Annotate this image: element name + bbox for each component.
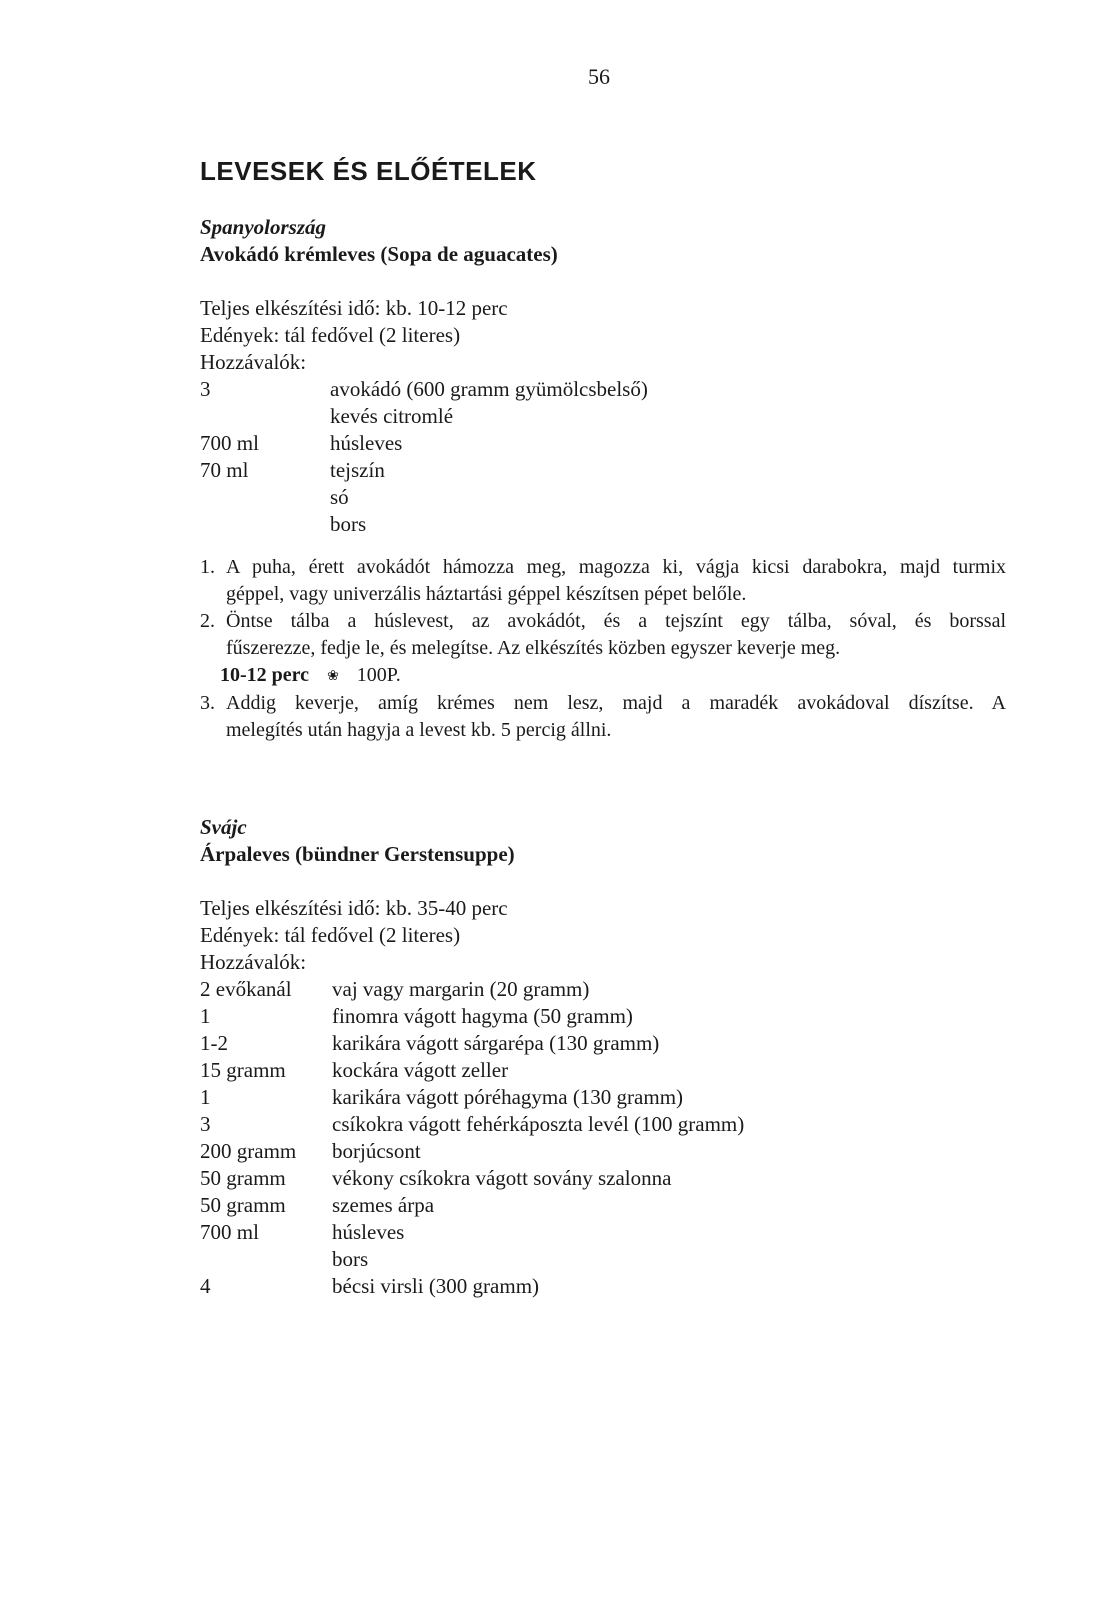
ingredient-row [200, 1084, 1020, 1111]
microwave-symbol-icon: ❀ [327, 668, 339, 684]
ingredient-row [200, 1111, 1020, 1138]
page-number: 56 [588, 64, 610, 89]
ingredient-quantity [200, 1246, 332, 1273]
ingredient-row [200, 457, 1020, 484]
ingredient-row [200, 511, 1020, 538]
ingredient-name: kevés citromlé [330, 404, 454, 428]
step-line: Addig keverje, amíg krémes nem lesz, majd a maradék avokádoval díszítse. A [226, 691, 1006, 714]
recipe-country: Spanyolország [200, 215, 327, 239]
ingredient-row [200, 1003, 1020, 1030]
recipe-meta [200, 895, 1020, 976]
ingredient-quantity: 1 [200, 1004, 211, 1028]
ingredient-row [200, 1165, 1020, 1192]
ingredient-name: húsleves [330, 431, 403, 455]
step-2 [200, 608, 1020, 662]
ingredient-name: karikára vágott sárgarépa (130 gramm) [332, 1031, 660, 1055]
ingredient-quantity: 200 gramm [200, 1139, 297, 1163]
step-number: 2. [200, 610, 215, 632]
ingredient-name: szemes árpa [332, 1193, 435, 1217]
cookware: Edények: tál fedővel (2 literes) [200, 323, 461, 347]
step-1 [200, 554, 1020, 608]
ingredient-quantity: 1-2 [200, 1031, 228, 1055]
ingredient-name: tejszín [330, 458, 385, 482]
ingredient-quantity: 70 ml [200, 458, 249, 482]
step-text [226, 608, 1006, 662]
step-text [226, 690, 1006, 744]
ingredient-row [200, 976, 1020, 1003]
ingredient-quantity: 2 evőkanál [200, 977, 292, 1001]
ingredient-list [200, 976, 1020, 1300]
ingredient-quantity: 700 ml [200, 431, 259, 455]
ingredient-quantity [200, 511, 330, 538]
ingredient-name: finomra vágott hagyma (50 gramm) [332, 1004, 633, 1028]
ingredient-row [200, 376, 1020, 403]
ingredient-quantity: 700 ml [200, 1220, 259, 1244]
ingredient-row [200, 1192, 1020, 1219]
ingredient-list [200, 376, 1020, 538]
ingredient-row [200, 430, 1020, 457]
ingredient-row [200, 403, 1020, 430]
recipe-title: Avokádó krémleves (Sopa de aguacates) [200, 242, 558, 266]
step-line: Öntse tálba a húslevest, az avokádót, és a tejszínt egy tálba, sóval, és borssal [226, 610, 1006, 632]
ingredient-name: csíkokra vágott fehérkáposzta levél (100 gramm) [332, 1112, 745, 1136]
ingredient-name: vaj vagy margarin (20 gramm) [332, 977, 590, 1001]
ingredient-row [200, 1246, 1020, 1273]
ingredient-name: avokádó (600 gramm gyümölcsbelső) [330, 377, 648, 401]
chapter-title: LEVESEK ÉS ELŐÉTELEK [200, 156, 537, 186]
ingredient-row [200, 1057, 1020, 1084]
ingredient-name: bécsi virsli (300 gramm) [332, 1274, 540, 1298]
ingredient-quantity: 50 gramm [200, 1166, 286, 1190]
step-3 [200, 690, 1020, 744]
ingredient-row [200, 1030, 1020, 1057]
step-line: melegítés után hagyja a levest kb. 5 percig állni. [226, 718, 612, 741]
prep-time: Teljes elkészítési idő: kb. 10-12 perc [200, 296, 508, 320]
step-line: géppel, vagy univerzális háztartási géppel készítsen pépet belőle. [226, 583, 747, 605]
recipe-country: Svájc [200, 815, 247, 839]
ingredient-name: kockára vágott zeller [332, 1058, 509, 1082]
ingredient-row [200, 1219, 1020, 1246]
ingredient-name: bors [330, 512, 367, 536]
recipe-avocado-soup [200, 214, 1020, 744]
step-number: 3. [200, 691, 215, 714]
ingredient-name: borjúcsont [332, 1139, 421, 1163]
ingredient-quantity: 4 [200, 1274, 211, 1298]
ingredient-row [200, 1138, 1020, 1165]
recipe-title: Árpaleves (bündner Gerstensuppe) [200, 842, 515, 866]
recipe-meta [200, 295, 1020, 376]
recipe-barley-soup [200, 814, 1020, 1300]
cookware: Edények: tál fedővel (2 literes) [200, 923, 461, 947]
ingredient-name: karikára vágott póréhagyma (130 gramm) [332, 1085, 684, 1109]
microwave-power: 100P. [356, 664, 401, 686]
ingredient-quantity: 50 gramm [200, 1193, 286, 1217]
ingredient-quantity: 15 gramm [200, 1058, 286, 1082]
ingredient-row [200, 1273, 1020, 1300]
ingredients-label: Hozzávalók: [200, 350, 307, 374]
preparation-steps [200, 554, 1020, 744]
ingredient-quantity [200, 403, 330, 430]
ingredients-label: Hozzávalók: [200, 950, 307, 974]
ingredient-quantity [200, 484, 330, 511]
step-line: fűszerezze, fedje le, és melegítse. Az elkészítés közben egyszer keverje meg. [226, 637, 841, 659]
microwave-setting [200, 662, 1020, 690]
step-number: 1. [200, 556, 215, 578]
ingredient-quantity: 3 [200, 377, 211, 401]
ingredient-quantity: 1 [200, 1085, 211, 1109]
ingredient-quantity: 3 [200, 1112, 211, 1136]
microwave-time: 10-12 perc [220, 664, 310, 686]
ingredient-name: só [330, 485, 349, 509]
ingredient-row [200, 484, 1020, 511]
step-line: A puha, érett avokádót hámozza meg, magozza ki, vágja kicsi darabokra, majd turmix [226, 556, 1006, 578]
prep-time: Teljes elkészítési idő: kb. 35-40 perc [200, 896, 508, 920]
ingredient-name: vékony csíkokra vágott sovány szalonna [332, 1166, 672, 1190]
ingredient-name: húsleves [332, 1220, 405, 1244]
step-text [226, 554, 1006, 608]
ingredient-name: bors [332, 1247, 369, 1271]
